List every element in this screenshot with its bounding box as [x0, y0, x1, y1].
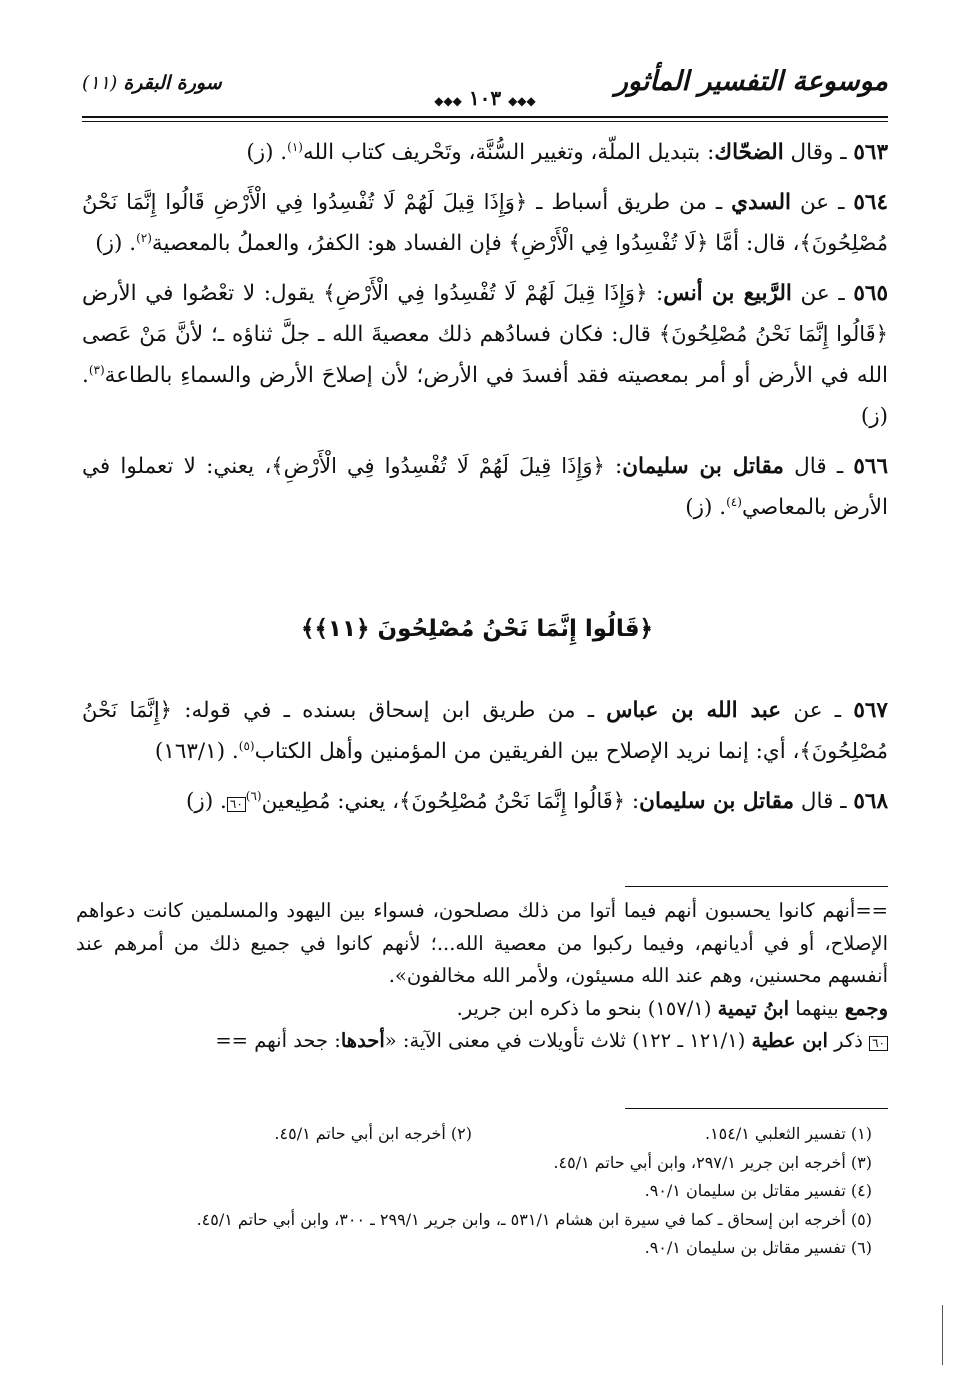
entry-text: قال: فكان فسادُهم ذلك معصيةَ الله ـ جلَّ ثناؤه ـ؛ لأنَّ مَنْ عَصى الله في الأرض أو أمر بمعصيته فقد أفسدَ في الأرض؛ لأن إصلاحَ الأرض والسماءِ بالطاعة [82, 322, 888, 388]
entry-tail: . (١٦٣/١) [154, 739, 239, 764]
commentary-ref-box: ٦٠ [227, 797, 246, 812]
footnote-4: (٤) تفسير مقاتل بن سليمان ٩٠/١. [644, 1181, 872, 1200]
footnote-3: (٣) أخرجه ابن جرير ٢٩٧/١، وابن أبي حاتم ٤٥/١. [553, 1152, 872, 1172]
footnote-ref: (٣) [88, 362, 105, 377]
narrator-name: مقاتل بن سليمان [622, 454, 784, 479]
entry-text: ، يعني: مُطِيعين [261, 789, 400, 814]
commentary-bold: وجمع [844, 996, 888, 1020]
entry-tail: . (ز) [186, 789, 227, 814]
commentary-block [76, 895, 888, 1058]
entry-565 [82, 273, 888, 437]
entry-text: ـ قال [783, 454, 854, 479]
entry-number: ٥٦٨ [853, 789, 888, 814]
scholar-name: ابنُ تيمية [717, 996, 790, 1020]
entry-text: : [625, 789, 640, 814]
entry-text: ـ عن [781, 698, 854, 723]
footnote-2: (٢) أخرجه ابن أبي حاتم ٤٥/١. [274, 1124, 472, 1143]
quran-quote: ﴿قَالُوا إِنَّمَا نَحْنُ مُصْلِحُونَ﴾ [399, 789, 626, 813]
entry-text: فإن الفساد هو: الكفرُ، والعملُ بالمعصية [151, 231, 509, 256]
footnote-1: (١) تفسير الثعلبي ١٥٤/١. [704, 1124, 872, 1143]
entry-tail: . (ز) [246, 140, 288, 165]
footnote-row [82, 1120, 872, 1149]
entry-text: ، يعني: لا تعملوا في الأرض بالمعاصي [82, 454, 888, 520]
verse-heading: ﴿قَالُوا إِنَّمَا نَحْنُ مُصْلِحُونَ ﴿١١﴾﴾ [300, 616, 654, 642]
footnote-ref: (١) [287, 139, 303, 154]
quran-quote: ﴿قَالُوا إِنَّمَا نَحْنُ مُصْلِحُونَ﴾ [658, 322, 888, 346]
quran-quote: ﴿وَإِذَا قِيلَ لَهُمْ لَا تُفْسِدُوا فِي الْأَرْضِ قَالُوا إِنَّمَا نَحْنُ مُصْلِحُونَ﴾ [82, 190, 888, 255]
entry-tail: . (ز) [82, 363, 888, 429]
entry-567 [82, 690, 888, 772]
entry-text: ـ من طريق ابن إسحاق بسنده ـ في قوله: [171, 698, 607, 723]
entry-text: : [647, 281, 664, 306]
narrator-name: الضحّاك [714, 140, 784, 165]
narrator-name: السدي [731, 190, 791, 215]
surah-label: سورة البقرة [123, 72, 222, 94]
header-divider [82, 116, 888, 118]
quran-quote: ﴿إِنَّمَا نَحْنُ مُصْلِحُونَ﴾ [82, 698, 888, 763]
entry-text: ـ من طريق أسباط ـ [527, 190, 732, 215]
narrator-name: عبد الله بن عباس [606, 698, 782, 723]
page-number: ١٠٣ [468, 86, 502, 110]
footnote-divider [625, 1108, 888, 1109]
footnote-ref: (٦) [245, 788, 262, 803]
commentary-line [76, 1025, 888, 1058]
footnote-ref: (٤) [726, 494, 742, 509]
entry-number: ٥٦٦ [853, 454, 888, 479]
commentary-line [76, 993, 888, 1026]
commentary-text: (١٥٧/١) بنحو ما ذكره ابن جرير. [456, 996, 718, 1020]
entry-text: يقول: لا تعْصُوا في الأرض [82, 281, 324, 306]
entry-text: ، أي: إنما نريد الإصلاح بين الفريقين من المؤمنين وأهل الكتاب [254, 739, 800, 764]
commentary-text: ذكر [827, 1029, 870, 1052]
footnotes [82, 1120, 872, 1263]
quran-quote: ﴿وَإِذَا قِيلَ لَهُمْ لَا تُفْسِدُوا فِي الْأَرْضِ﴾ [323, 281, 648, 305]
commentary-text: بينهما [789, 996, 845, 1020]
entry-tail: . (ز) [95, 231, 137, 256]
commentary-text: : جحد أنهم == [215, 1029, 341, 1052]
entry-566 [82, 446, 888, 528]
scan-edge [942, 1305, 943, 1365]
entry-number: ٥٦٣ [853, 140, 888, 165]
commentary-ref-box: ٦٠ [869, 1036, 888, 1051]
commentary-line: ==أنهم كانوا يحسبون أنهم فيما أتوا من ذلك مصلحون، فسواء بين اليهود والمسلمين كانت دعواهم الإصلاح، أو في أديانهم، وفيما ركبوا من معصية الله...؛ لأنهم كانوا في جميع ذلك من أمرهم عند أنفسهم محسنين، وهم عند الله مسيئون، ولأمر الله مخالفون». [76, 899, 888, 987]
entry-text: ـ قال [794, 789, 854, 814]
book-title: موسوعة التفسير المأثور [614, 66, 888, 97]
ornament-icon: ◆◆◆ [434, 94, 462, 108]
entry-tail: . (ز) [685, 495, 727, 520]
scholar-name: ابن عطية [751, 1029, 828, 1052]
footnote-6: (٦) تفسير مقاتل بن سليمان ٩٠/١. [644, 1238, 872, 1257]
commentary-bold: أحدها [340, 1029, 385, 1052]
entry-number: ٥٦٥ [853, 281, 889, 306]
ayah-reference: (١١) [82, 72, 118, 94]
entry-text: ـ عن [791, 281, 854, 306]
main-text-continued [82, 690, 888, 831]
entry-number: ٥٦٧ [853, 698, 888, 723]
entry-568 [82, 781, 888, 822]
narrator-name: مقاتل بن سليمان [639, 789, 795, 814]
page-header [82, 62, 888, 108]
entry-number: ٥٦٤ [853, 190, 888, 215]
commentary-divider [625, 886, 888, 887]
entry-563 [82, 132, 888, 173]
surah-label-wrap [82, 72, 222, 94]
footnote-5: (٥) أخرجه ابن إسحاق ـ كما في سيرة ابن هشام ٥٣١/١ ـ، وابن جرير ٢٩٩/١ ـ ٣٠٠، وابن أبي حاتم ٤٥/١. [196, 1209, 872, 1229]
footnote-ref: (٢) [136, 230, 152, 245]
narrator-name: الرَّبيع بن أنس [663, 281, 792, 306]
quran-quote: ﴿لَا تُفْسِدُوا فِي الْأَرْضِ﴾ [508, 231, 709, 255]
header-divider-thin [82, 121, 888, 122]
ornament-icon: ◆◆◆ [508, 94, 536, 108]
commentary-text: (١٢١/١ ـ ١٢٢) ثلاث تأويلات في معنى الآية: « [384, 1029, 752, 1052]
footnote-ref: (٥) [238, 738, 255, 753]
entry-564 [82, 182, 888, 264]
entry-text: : [604, 454, 623, 479]
entry-text: ـ عن [790, 190, 854, 215]
main-text [82, 132, 888, 537]
entry-text: ـ وقال [783, 140, 854, 165]
quran-quote: ﴿وَإِذَا قِيلَ لَهُمْ لَا تُفْسِدُوا فِي الْأَرْضِ﴾ [271, 454, 605, 478]
entry-text: ، قال: أمَّا [708, 231, 800, 256]
entry-text: : بتبديل الملّة، وتغيير السُّنَّة، وتَحْريف كتاب الله [302, 140, 715, 165]
